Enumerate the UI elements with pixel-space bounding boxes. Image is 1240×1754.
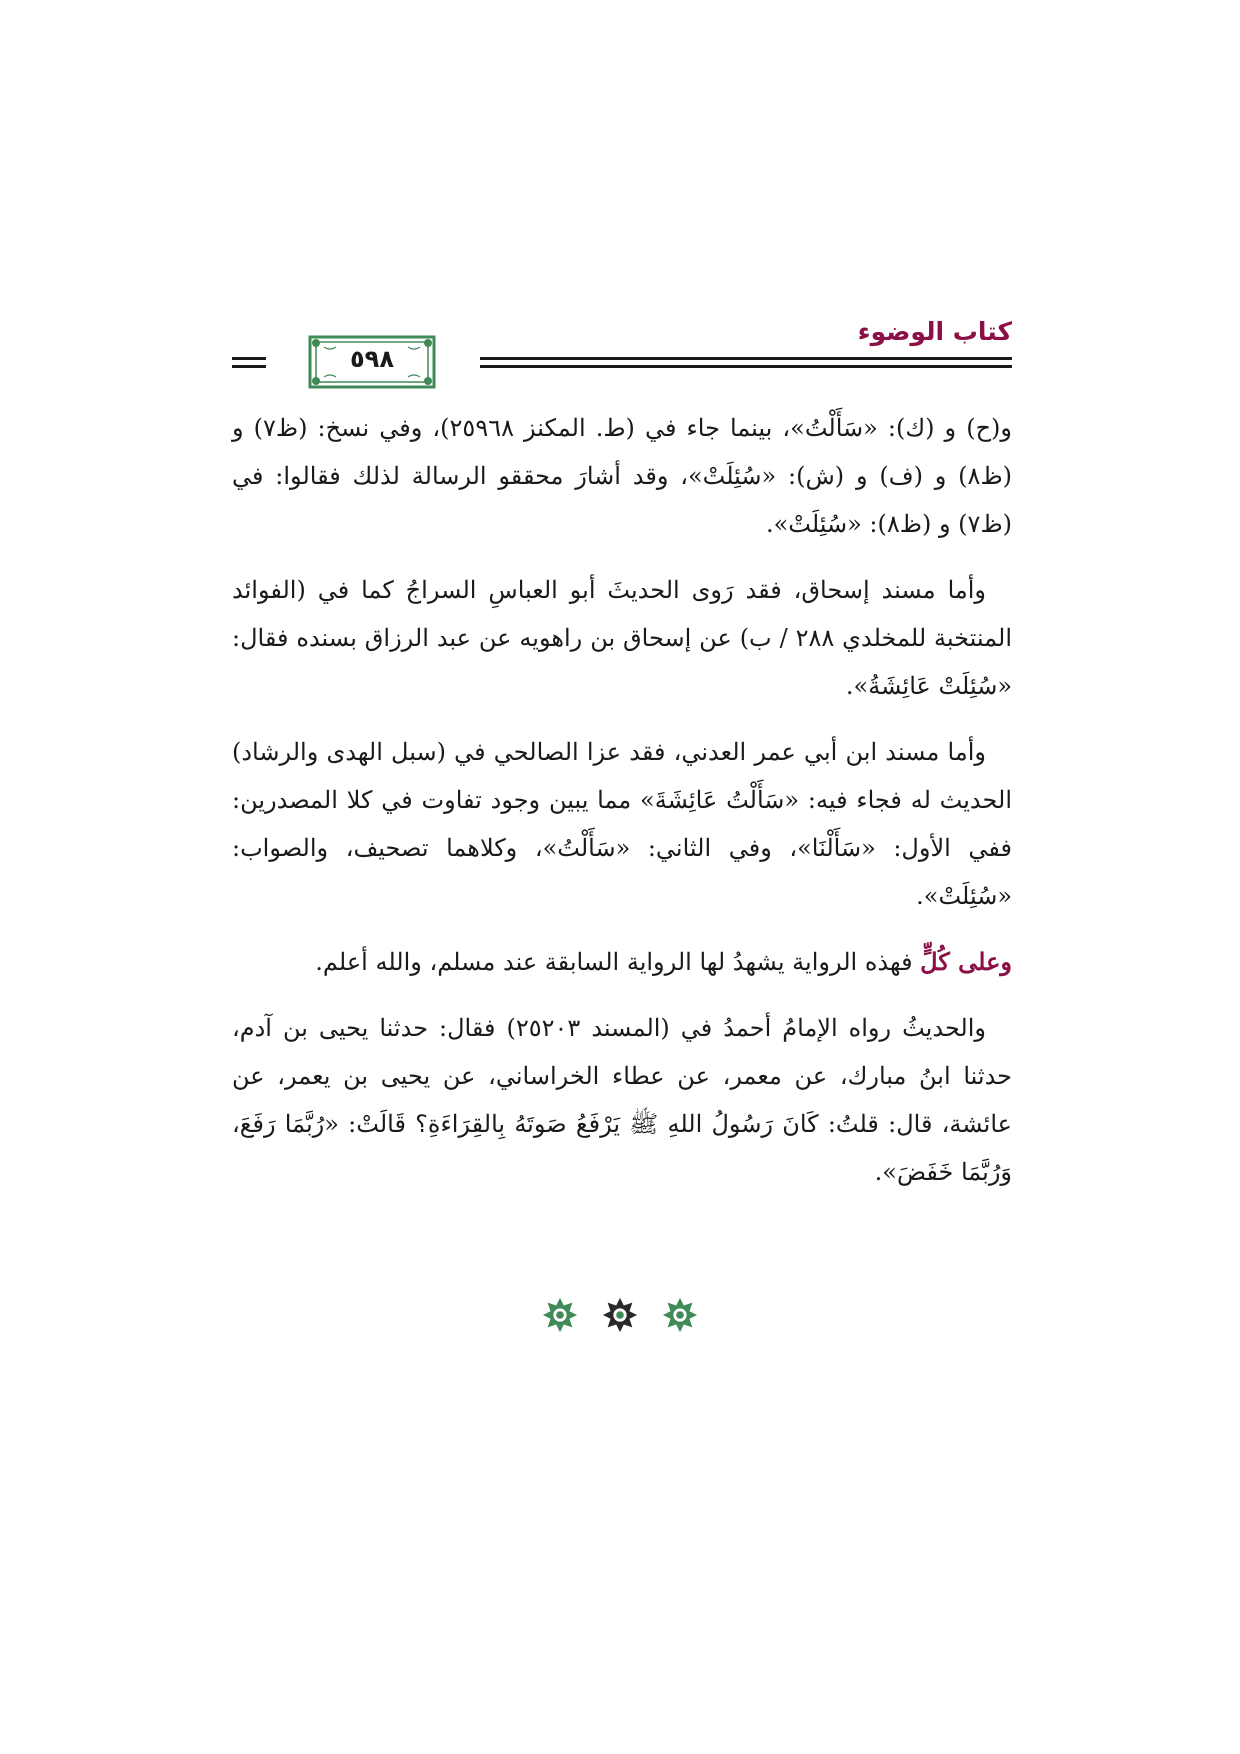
paragraph-4-lead: وعلى كُلٍّ	[920, 947, 1012, 976]
paragraph-1: و(ح) و (ك): «سَأَلْتُ»، بينما جاء في (ط. المكنز ٢٥٩٦٨)، وفي نسخ: (ظ٧) و (ظ٨) و (ف) و (ش): «سُئِلَتْ»، وقد أشارَ محققو الرسالة لذلك فقالوا: في (ظ٧) و (ظ٨): «سُئِلَتْ».	[232, 414, 1013, 538]
paragraph-3: وأما مسند ابن أبي عمر العدني، فقد عزا الصالحي في (سبل الهدى والرشاد) الحديث له فجاء فيه: «سَأَلْتُ عَائِشَةَ» مما يبين وجود تفاوت في كلا المصدرين: ففي الأول: «سَأَلْنَا»، وفي الثاني: «سَأَلْتُ»، وكلاهما تصحيف، والصواب: «سُئِلَتْ».	[232, 738, 1012, 910]
page-number: ٥٩٨	[350, 345, 394, 373]
header-rule-bottom	[480, 365, 1012, 368]
paragraph-5: والحديثُ رواه الإمامُ أحمدُ في (المسند ٢٥٢٠٣) فقال: حدثنا يحيى بن آدم، حدثنا ابنُ مبارك، عن معمر، عن عطاء الخراساني، عن يحيى بن يعمر، عن عائشة، قال: قلتُ: كَانَ رَسُولُ اللهِ ﷺ يَرْفَعُ صَوتَهُ بِالقِرَاءَةِ؟ قَالَتْ: «رُبَّمَا رَفَعَ، وَرُبَّمَا خَفَضَ».	[232, 1014, 1012, 1186]
flower-ornament-icon	[601, 1296, 639, 1334]
section-ornaments	[0, 1296, 1240, 1336]
flower-ornament-icon	[661, 1296, 699, 1334]
paragraph-4-text: فهذه الرواية يشهدُ لها الرواية السابقة عند مسلم، والله أعلم.	[315, 948, 921, 976]
flower-ornament-icon	[541, 1296, 579, 1334]
paragraph-4	[232, 938, 1012, 986]
header-rule-top	[480, 357, 1012, 360]
page-header	[232, 315, 1012, 391]
header-rule-left-bottom	[232, 365, 266, 368]
book-title: كتاب الوضوء	[857, 317, 1012, 346]
paragraph-2: وأما مسند إسحاق، فقد رَوى الحديثَ أبو العباسِ السراجُ كما في (الفوائد المنتخبة للمخلدي ٢٨٨ / ب) عن إسحاق بن راهويه عن عبد الرزاق بسنده فقال: «سُئِلَتْ عَائِشَةُ».	[232, 576, 1013, 700]
page-number-badge	[272, 335, 472, 391]
document-body	[232, 404, 1012, 1214]
header-rule-left-top	[232, 357, 266, 360]
